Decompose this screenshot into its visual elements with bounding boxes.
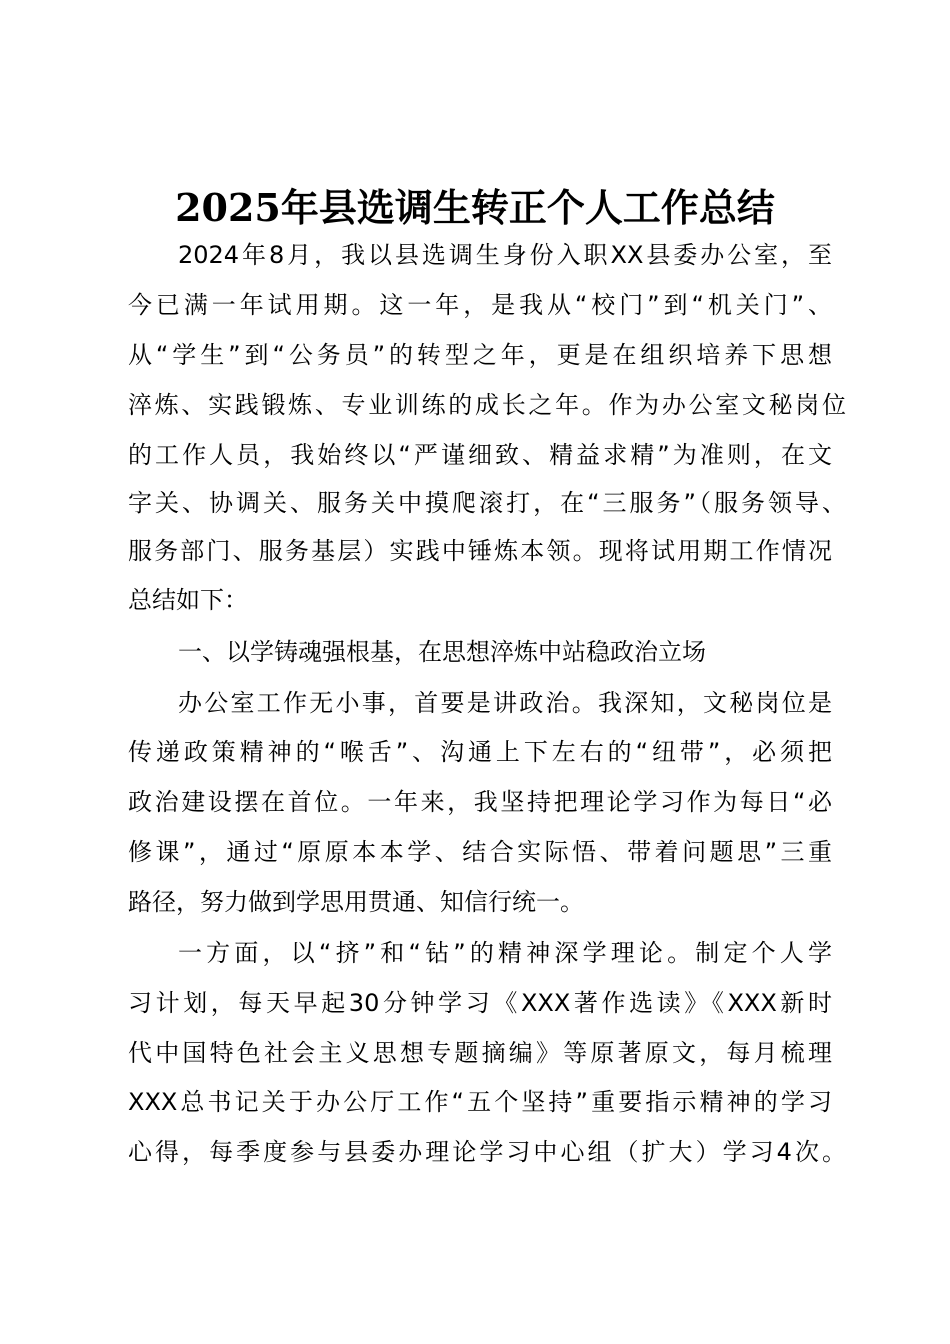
text-line: 代中国特色社会主义思想专题摘编》等原著原文，每月梳理	[128, 1039, 832, 1067]
text-line: 2024年8月，我以县选调生身份入职XX县委办公室，至	[178, 241, 832, 269]
text-line: 服务部门、服务基层）实践中锤炼本领。现将试用期工作情况	[128, 537, 832, 565]
text-line: 路径，努力做到学思用贯通、知信行统一。	[128, 888, 584, 916]
text-line: 今已满一年试用期。这一年，是我从“校门”到“机关门”、	[128, 291, 832, 319]
section-heading: 一、以学铸魂强根基，在思想淬炼中站稳政治立场	[178, 638, 706, 666]
text-line: 淬炼、实践锻炼、专业训练的成长之年。作为办公室文秘岗位	[128, 391, 846, 419]
text-line: 从“学生”到“公务员”的转型之年，更是在组织培养下思想	[128, 341, 832, 369]
text-line: 心得，每季度参与县委办理论学习中心组（扩大）学习4次。	[128, 1138, 846, 1166]
text-line: 的工作人员，我始终以“严谨细致、精益求精”为准则，在文	[128, 441, 832, 469]
text-line: 字关、协调关、服务关中摸爬滚打，在“三服务”（服务领导、	[128, 489, 846, 517]
text-line: 传递政策精神的“喉舌”、沟通上下左右的“纽带”，必须把	[128, 738, 832, 766]
text-line: 习计划，每天早起30分钟学习《XXX著作选读》《XXX新时	[128, 989, 832, 1017]
text-line: 总结如下：	[128, 586, 248, 614]
text-line: XXX总书记关于办公厅工作“五个坚持”重要指示精神的学习	[128, 1088, 832, 1116]
text-line: 政治建设摆在首位。一年来，我坚持把理论学习作为每日“必	[128, 788, 832, 816]
document-title: 2025年县选调生转正个人工作总结	[175, 185, 775, 230]
text-line: 一方面，以“挤”和“钻”的精神深学理论。制定个人学	[178, 939, 832, 967]
text-line: 修课”，通过“原原本本学、结合实际悟、带着问题思”三重	[128, 838, 832, 866]
text-line: 办公室工作无小事，首要是讲政治。我深知，文秘岗位是	[178, 689, 832, 717]
